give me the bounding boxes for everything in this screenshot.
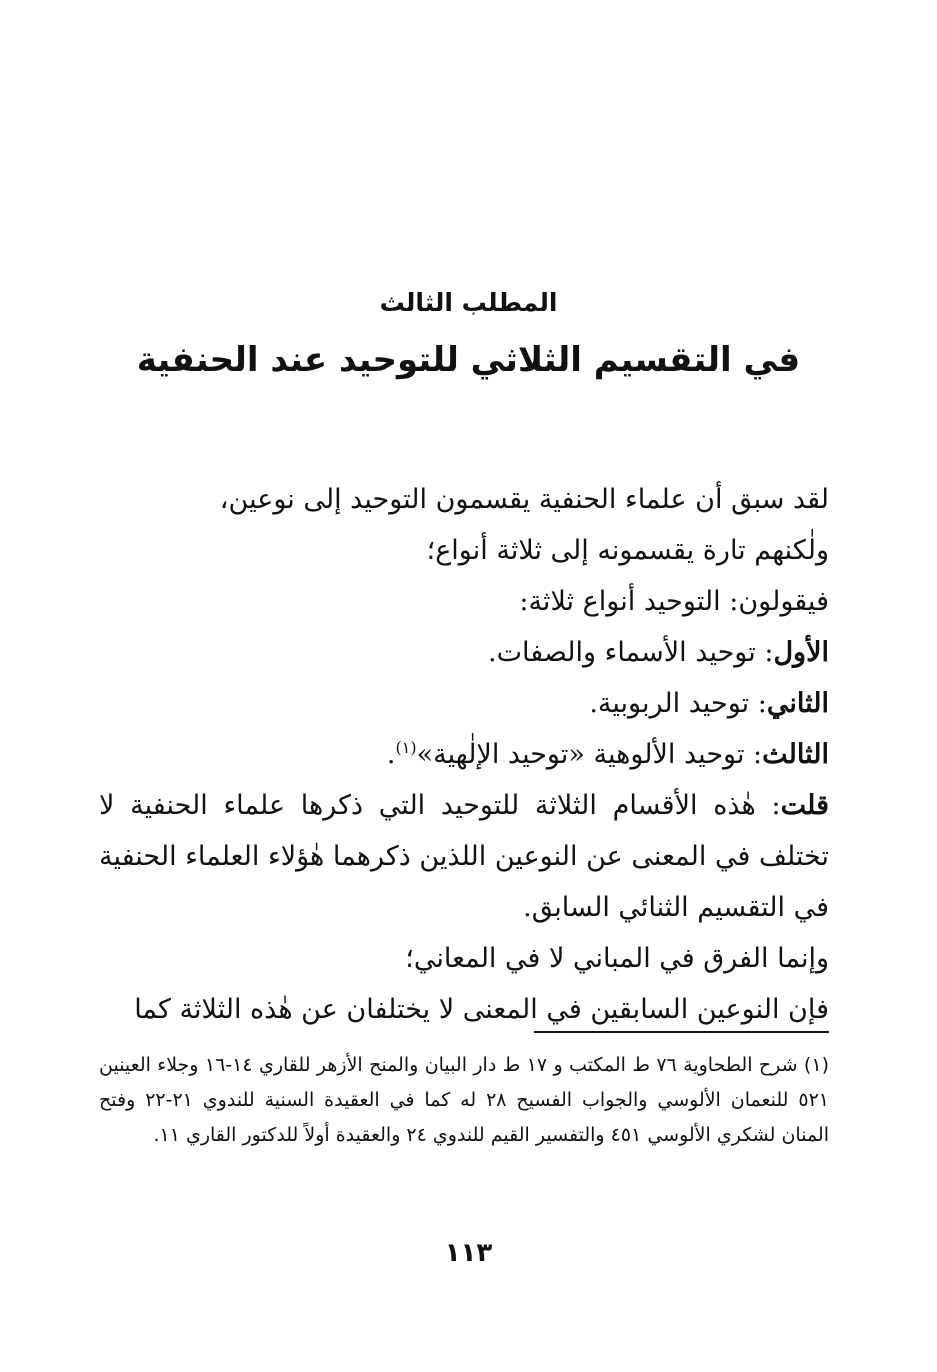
item-second-label: الثاني [766, 688, 829, 719]
item-first-text: : توحيد الأسماء والصفات. [487, 637, 774, 668]
footnotes [99, 1048, 829, 1153]
body-item-third [99, 729, 829, 780]
body-paragraph-said [99, 780, 829, 933]
said-text: : هٰذه الأقسام الثلاثة للتوحيد التي ذكرها علماء الحنفية لا تختلف في المعنى عن النوعين اللذين ذكرهما هٰؤلاء العلماء الحنفية في التقسيم الثنائي السابق. [99, 790, 829, 923]
body-line-intro: لقد سبق أن علماء الحنفية يقسمون التوحيد إلى نوعين، [219, 484, 829, 515]
item-third-end: . [386, 739, 396, 770]
body-item-second [99, 678, 829, 729]
page-number: ١١٣ [444, 1238, 493, 1268]
item-third-label: الثالث [762, 739, 829, 770]
item-third-text: : توحيد الألوهية «توحيد الإلٰهية» [416, 739, 763, 770]
body-line-they-say: فيقولون: التوحيد أنواع ثلاثة: [519, 586, 829, 617]
body-line-three-types: ولٰكنهم تارة يقسمونه إلى ثلاثة أنواع؛ [426, 535, 829, 566]
section-label: المطلب الثالث [379, 288, 558, 317]
body-line-last: فإن النوعين السابقين في المعنى لا يختلفان عن هٰذه الثلاثة كما [134, 994, 829, 1025]
footnote-1: (١) شرح الطحاوية ٧٦ ط المكتب و ١٧ ط دار البيان والمنح الأزهر للقاري ١٤-١٦ وجلاء العينين ٥٢١ للنعمان الألوسي والجواب الفسيح ٢٨ له كما في العقيدة السنية للندوي ٢١-٢٢ وفتح المنان لشكري الألوسي ٤٥١ والتفسير القيم للندوي ٢٤ والعقيدة أولاً للدكتور القاري ١١. [99, 1054, 830, 1146]
footnote-reference[interactable]: (١) [395, 738, 417, 757]
footnote-divider [534, 1031, 829, 1033]
item-first-label: الأول [773, 637, 829, 668]
said-label: قلت [780, 790, 829, 821]
body-line-difference: وإنما الفرق في المباني لا في المعاني؛ [405, 943, 829, 974]
body-text [99, 474, 829, 1035]
body-item-first [99, 627, 829, 678]
section-title: في التقسيم الثلاثي للتوحيد عند الحنفية [136, 340, 801, 380]
item-second-text: : توحيد الربوبية. [589, 688, 767, 719]
